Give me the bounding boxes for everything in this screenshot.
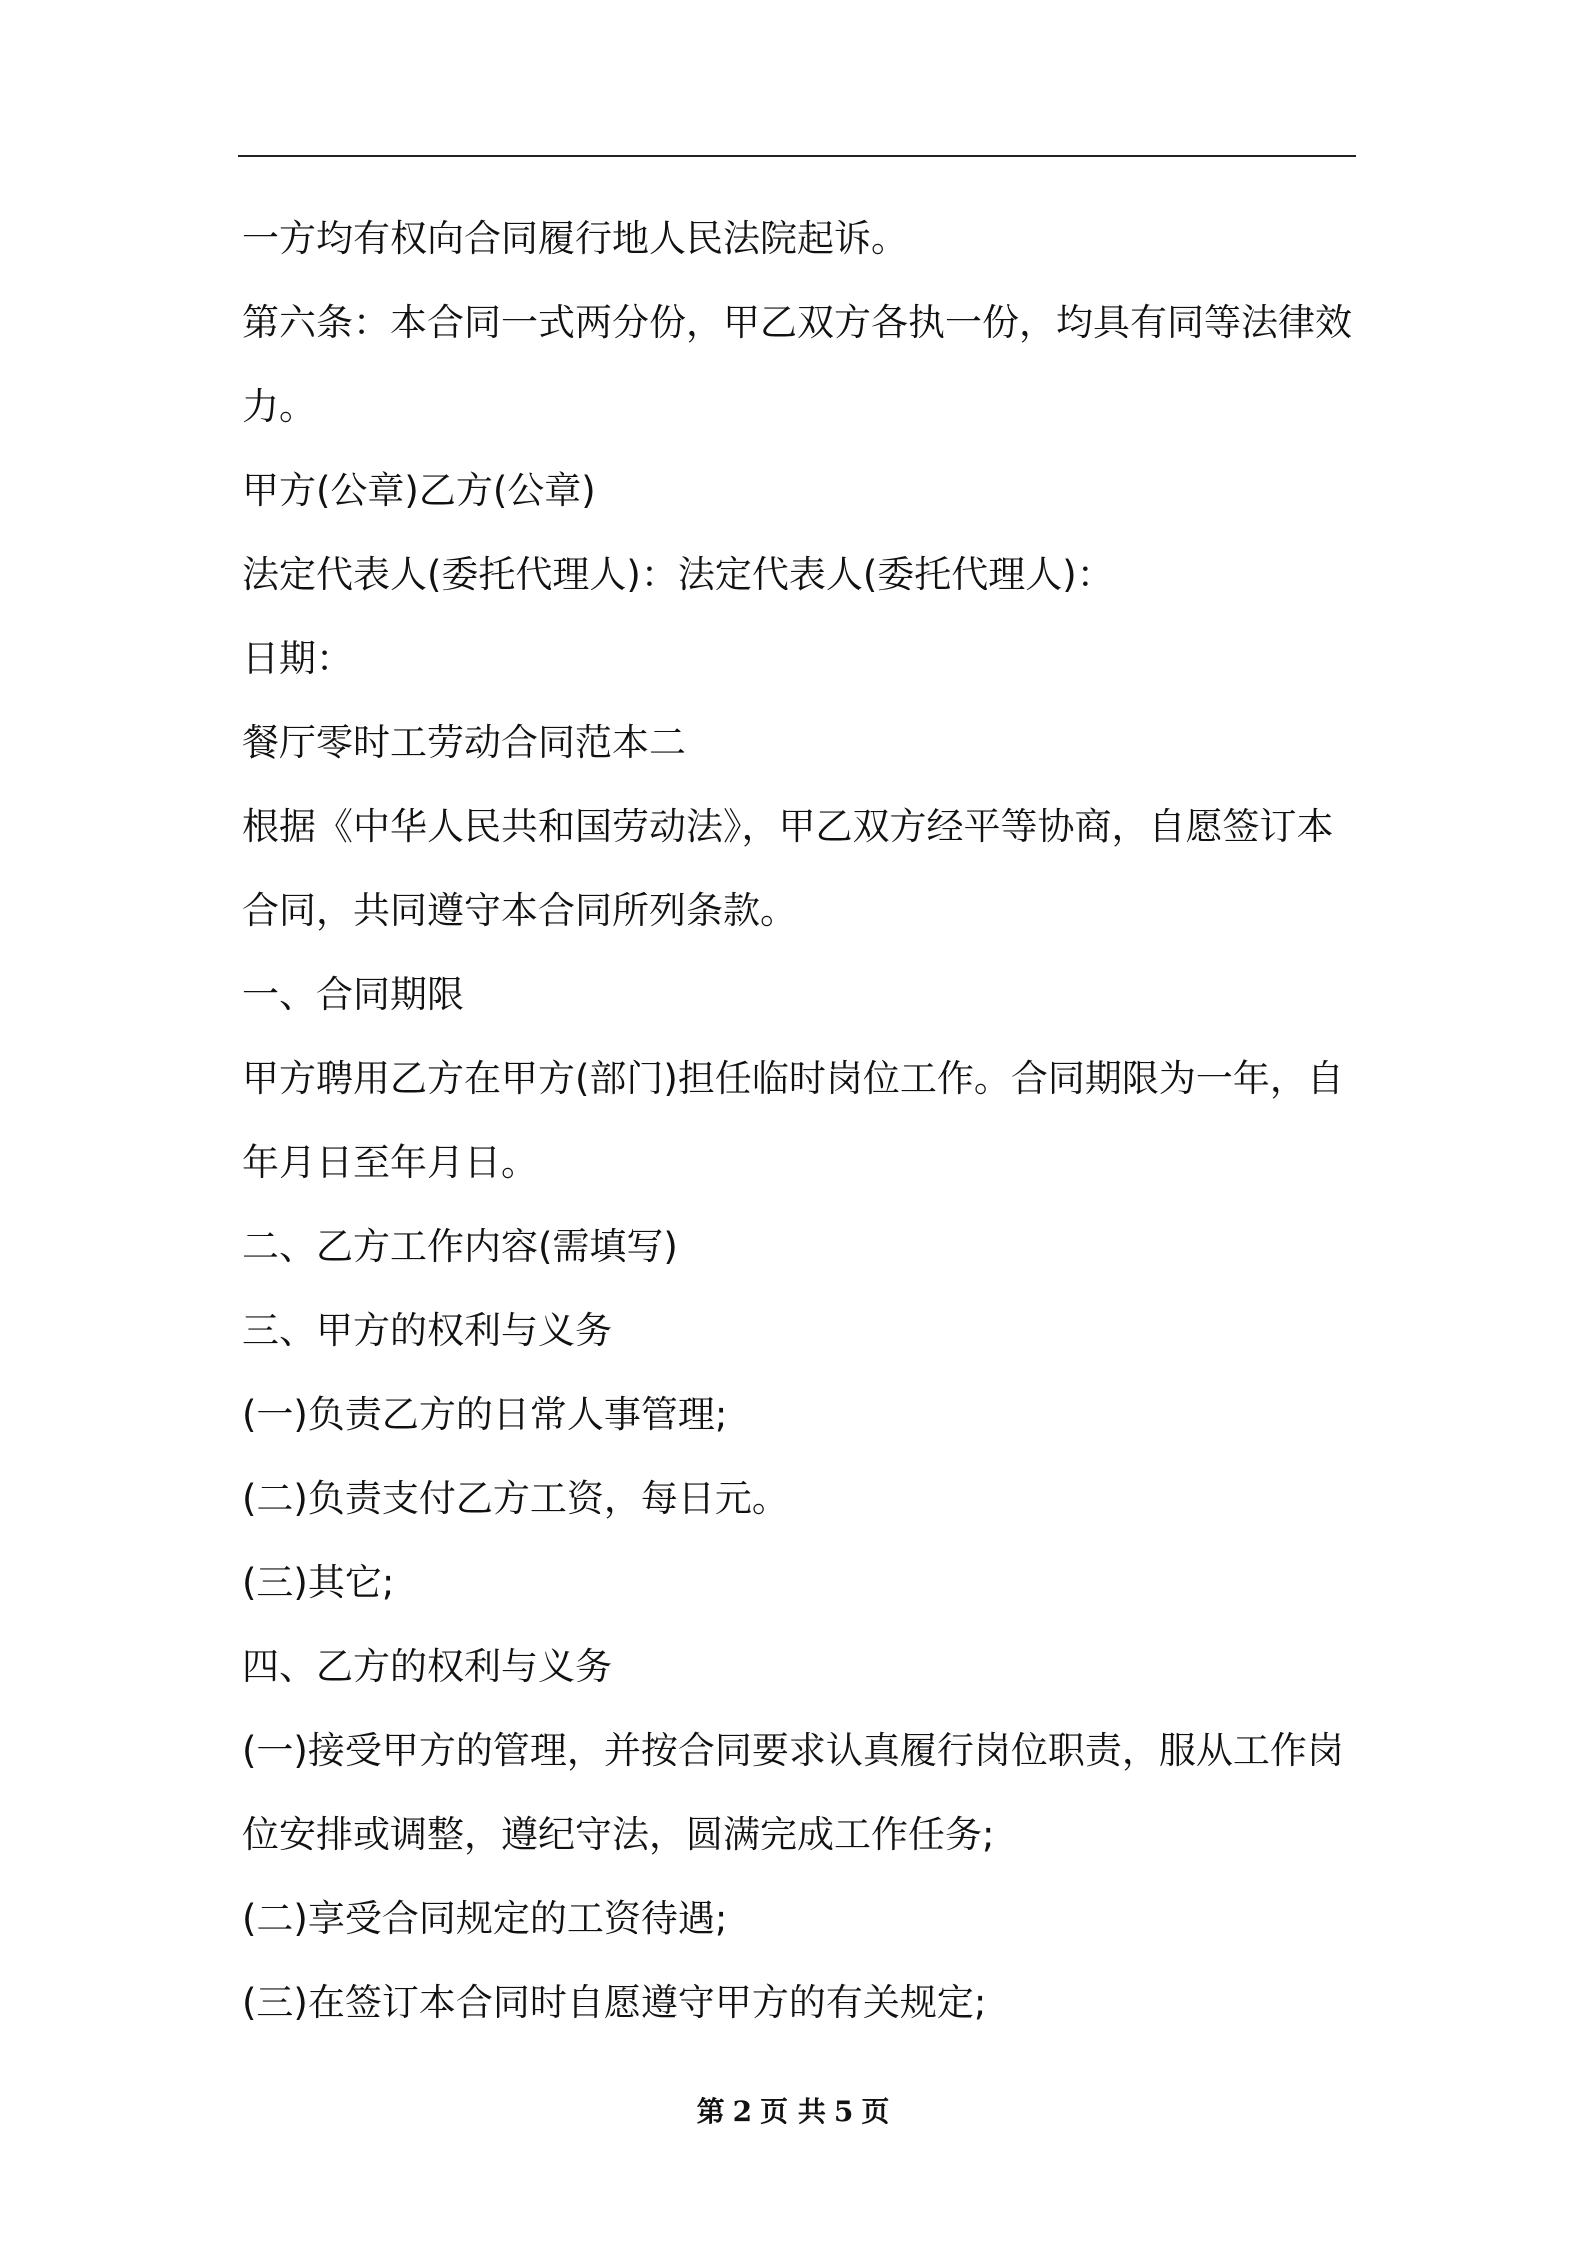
page-label-mid: 页 共 (760, 2095, 826, 2128)
total-pages-number: 5 (833, 2095, 854, 2128)
list-item: (一)负责乙方的日常人事管理; (242, 1393, 728, 1436)
text-line: 第六条：本合同一式两分份，甲乙双方各执一份，均具有同等法律效 (242, 301, 1352, 344)
section-title: 餐厅零时工劳动合同范本二 (242, 721, 686, 764)
list-item: (一)接受甲方的管理，并按合同要求认真履行岗位职责，服从工作岗 (242, 1729, 1344, 1772)
text-line: 位安排或调整，遵纪守法，圆满完成工作任务; (242, 1813, 995, 1856)
current-page-number: 2 (732, 2095, 753, 2128)
text-line: 日期： (242, 637, 353, 680)
page-number-footer (0, 2092, 1586, 2132)
section-heading: 三、甲方的权利与义务 (242, 1309, 612, 1352)
text-line: 根据《中华人民共和国劳动法》，甲乙双方经平等协商，自愿签订本 (242, 805, 1334, 848)
text-line: 年月日至年月日。 (242, 1141, 538, 1184)
header-divider (238, 155, 1356, 157)
text-line: 一方均有权向合同履行地人民法院起诉。 (242, 217, 908, 260)
text-line: 法定代表人(委托代理人)：法定代表人(委托代理人)： (242, 553, 1114, 596)
list-item: (三)其它; (242, 1561, 395, 1604)
section-heading: 一、合同期限 (242, 973, 464, 1016)
section-heading: 二、乙方工作内容(需填写) (242, 1225, 678, 1268)
document-body (242, 197, 1358, 2045)
list-item: (二)享受合同规定的工资待遇; (242, 1897, 728, 1940)
page-label-suffix: 页 (861, 2095, 890, 2128)
text-line: 力。 (242, 385, 316, 428)
list-item: (三)在签订本合同时自愿遵守甲方的有关规定; (242, 1981, 987, 2024)
list-item: (二)负责支付乙方工资，每日元。 (242, 1477, 789, 1520)
text-line: 合同，共同遵守本合同所列条款。 (242, 889, 797, 932)
section-heading: 四、乙方的权利与义务 (242, 1645, 612, 1688)
text-line: 甲方聘用乙方在甲方(部门)担任临时岗位工作。合同期限为一年，自 (242, 1057, 1344, 1100)
page-label-prefix: 第 (696, 2095, 725, 2128)
text-line: 甲方(公章)乙方(公章) (242, 469, 596, 512)
